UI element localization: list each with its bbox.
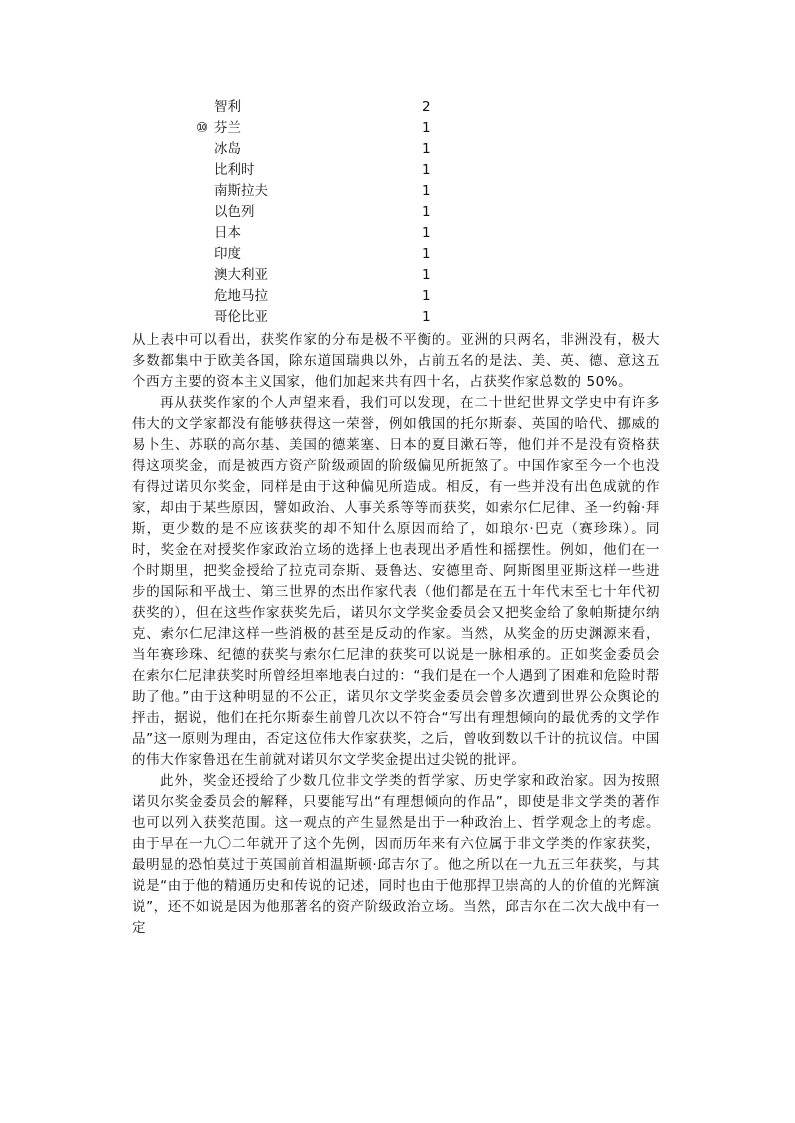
ranking-row: [196, 181, 446, 202]
laureate-count: 1: [422, 120, 431, 136]
laureate-count: 1: [422, 141, 431, 157]
country-name: 日本: [214, 225, 241, 241]
country-name: 智利: [214, 99, 241, 115]
country-ranking-table: [196, 97, 446, 328]
ranking-row: [196, 307, 446, 328]
ranking-row: [196, 202, 446, 223]
ranking-row: [196, 223, 446, 244]
country-name: 印度: [214, 246, 241, 262]
country-name: 以色列: [214, 204, 255, 220]
body-text: [132, 330, 660, 939]
paragraph: 此外，奖金还授给了少数几位非文学类的哲学家、历史学家和政治家。因为按照诺贝尔奖金委员会的解释，只要能写出“有理想倾向的作品”，即使是非文学类的著作也可以列入获奖范围。这一观点的产生显然是出于一种政治上、哲学观念上的考虑。由于早在一九〇二年就开了这个先例，因而历年来有六位属于非文学类的作家获奖，最明显的恐怕莫过于英国前首相温斯顿·邱吉尔了。他之所以在一九五三年获奖，与其说是“由于他的精通历史和传说的记述，同时也由于他那捍卫崇高的人的价值的光辉演说”，还不如说是因为他那著名的资产阶级政治立场。当然，邱吉尔在二次大战中有一定: [132, 773, 660, 936]
laureate-count: 1: [422, 204, 431, 220]
laureate-count: 2: [422, 99, 431, 115]
ranking-row: [196, 160, 446, 181]
laureate-count: 1: [422, 267, 431, 283]
country-name: 危地马拉: [214, 288, 268, 304]
country-name: 哥伦比亚: [214, 309, 268, 325]
ranking-row: [196, 118, 446, 139]
ranking-row: [196, 286, 446, 307]
paragraph: 从上表中可以看出，获奖作家的分布是极不平衡的。亚洲的只两名，非洲没有，极大多数都集中于欧美各国，除东道国瑞典以外，占前五名的是法、美、英、德、意这五个西方主要的资本主义国家，他们加起来共有四十名，占获奖作家总数的 50%。: [132, 332, 660, 390]
country-name: 冰岛: [214, 141, 241, 157]
ranking-row: [196, 97, 446, 118]
laureate-count: 1: [422, 309, 431, 325]
country-name: 南斯拉夫: [214, 183, 268, 199]
laureate-count: 1: [422, 183, 431, 199]
paragraph: 再从获奖作家的个人声望来看，我们可以发现，在二十世纪世界文学史中有许多伟大的文学家都没有能够获得这一荣誉，例如俄国的托尔斯泰、英国的哈代、挪威的易卜生、苏联的高尔基、美国的德莱塞、日本的夏目漱石等，他们并不是没有资格获得这项奖金，而是被西方资产阶级顽固的阶级偏见所扼煞了。中国作家至今一个也没有得过诺贝尔奖金，同样是由于这种偏见所造成。相反，有一些并没有出色成就的作家，却由于某些原因，譬如政治、人事关系等等而获奖，如索尔仁尼律、圣一约翰·拜斯，更少数的是不应该获奖的却不知什么原因而给了，如琅尔·巴克（赛珍珠）。同时，奖金在对授奖作家政治立场的选择上也表现出矛盾性和摇摆性。例如，他们在一个时期里，把奖金授给了拉克司奈斯、聂鲁达、安德里奇、阿斯图里亚斯这样一些进步的国际和平战士、第三世界的杰出作家代表（他们都是在五十年代末至七十年代初获奖的），但在这些作家获奖先后，诺贝尔文学奖金委员会又把奖金给了象帕斯捷尔纳克、索尔仁尼津这样一些消极的甚至是反动的作家。当然，从奖金的历史渊源来看，当年赛珍珠、纪德的获奖与索尔仁尼津的获奖可以说是一脉相承的。正如奖金委员会在索尔仁尼津获奖时所曾经坦率地表白过的：“我们是在一个人遇到了困难和危险时帮助了他。”由于这种明显的不公正，诺贝尔文学奖金委员会曾多次遭到世界公众舆论的抨击，据说，他们在托尔斯泰生前曾几次以不符合“写出有理想倾向的最优秀的文学作品”这一原则为理由，否定这位伟大作家获奖，之后，曾收到数以千计的抗议信。中国的伟大作家鲁迅在生前就对诺贝尔文学奖金提出过尖锐的批评。: [132, 395, 660, 768]
laureate-count: 1: [422, 288, 431, 304]
country-name: 澳大利亚: [214, 267, 268, 283]
laureate-count: 1: [422, 162, 431, 178]
country-name: 芬兰: [214, 120, 241, 136]
laureate-count: 1: [422, 225, 431, 241]
ranking-row: [196, 244, 446, 265]
ranking-row: [196, 265, 446, 286]
country-name: 比利时: [214, 162, 255, 178]
laureate-count: 1: [422, 246, 431, 262]
rank-index: ⑩: [196, 120, 209, 136]
ranking-row: [196, 139, 446, 160]
